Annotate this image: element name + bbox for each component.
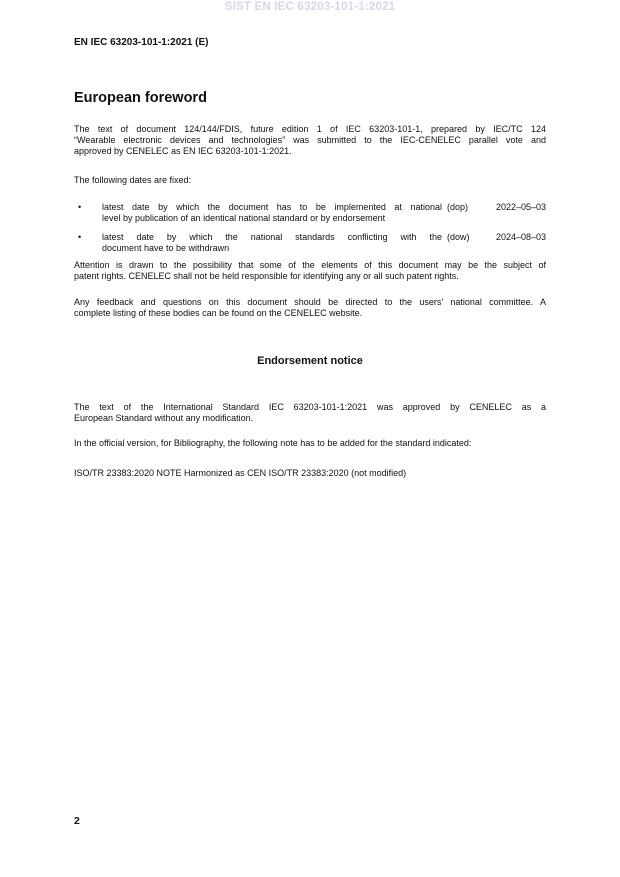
attention-line-2: patent rights. CENELEC shall not be held responsible for identifying any or all such patent rights.	[74, 271, 459, 281]
foreword-line-1: The text of document 124/144/FDIS, future edition 1 of IEC 63203-101-1, prepared by IEC/TC 124	[74, 124, 546, 134]
feedback-paragraph	[74, 297, 546, 319]
endorsement-line-1: The text of the International Standard IEC 63203-101-1:2021 was approved by CENELEC as a	[74, 402, 546, 412]
endorsement-title: Endorsement notice	[257, 355, 363, 367]
date-item-date: 2022–05–03	[495, 202, 546, 212]
date-item-date: 2024–08–03	[495, 232, 546, 242]
foreword-title: European foreword	[74, 90, 207, 106]
watermark: SIST EN IEC 63203-101-1:2021	[224, 1, 396, 13]
document-id: EN IEC 63203-101-1:2021 (E)	[74, 37, 209, 48]
feedback-line-1: Any feedback and questions on this document should be directed to the users’ national committee. A	[74, 297, 546, 307]
foreword-paragraph	[74, 124, 546, 157]
endorsement-paragraph	[74, 402, 546, 424]
endorsement-line-2: European Standard without any modification.	[74, 413, 254, 423]
date-item-code: (dow)	[447, 232, 470, 242]
attention-line-1: Attention is drawn to the possibility that some of the elements of this document may be the subject of	[74, 260, 546, 270]
date-item-text-line-1: latest date by which the national standards conflicting with the	[102, 232, 442, 242]
dates-intro: The following dates are fixed:	[74, 175, 192, 185]
foreword-line-3: approved by CENELEC as EN IEC 63203-101-1:2021.	[74, 146, 292, 156]
bibliography-instruction: In the official version, for Bibliography, the following note has to be added for the standard indicated:	[74, 438, 472, 448]
date-item-text-line-2: level by publication of an identical national standard or by endorsement	[102, 213, 386, 223]
bullet-marker: •	[78, 232, 82, 242]
bullet-marker: •	[78, 202, 82, 212]
page-number: 2	[74, 815, 80, 827]
foreword-line-2: “Wearable electronic devices and technologies” was submitted to the IEC-CENELEC parallel vote and	[74, 135, 546, 145]
date-item-text-line-2: document have to be withdrawn	[102, 243, 230, 253]
attention-paragraph	[74, 260, 546, 282]
date-item-text-line-1: latest date by which the document has to be implemented at national	[102, 202, 442, 212]
date-item-code: (dop)	[447, 202, 469, 212]
feedback-line-2: complete listing of these bodies can be found on the CENELEC website.	[74, 308, 363, 318]
bibliography-note: ISO/TR 23383:2020 NOTE Harmonized as CEN ISO/TR 23383:2020 (not modified)	[74, 468, 407, 478]
